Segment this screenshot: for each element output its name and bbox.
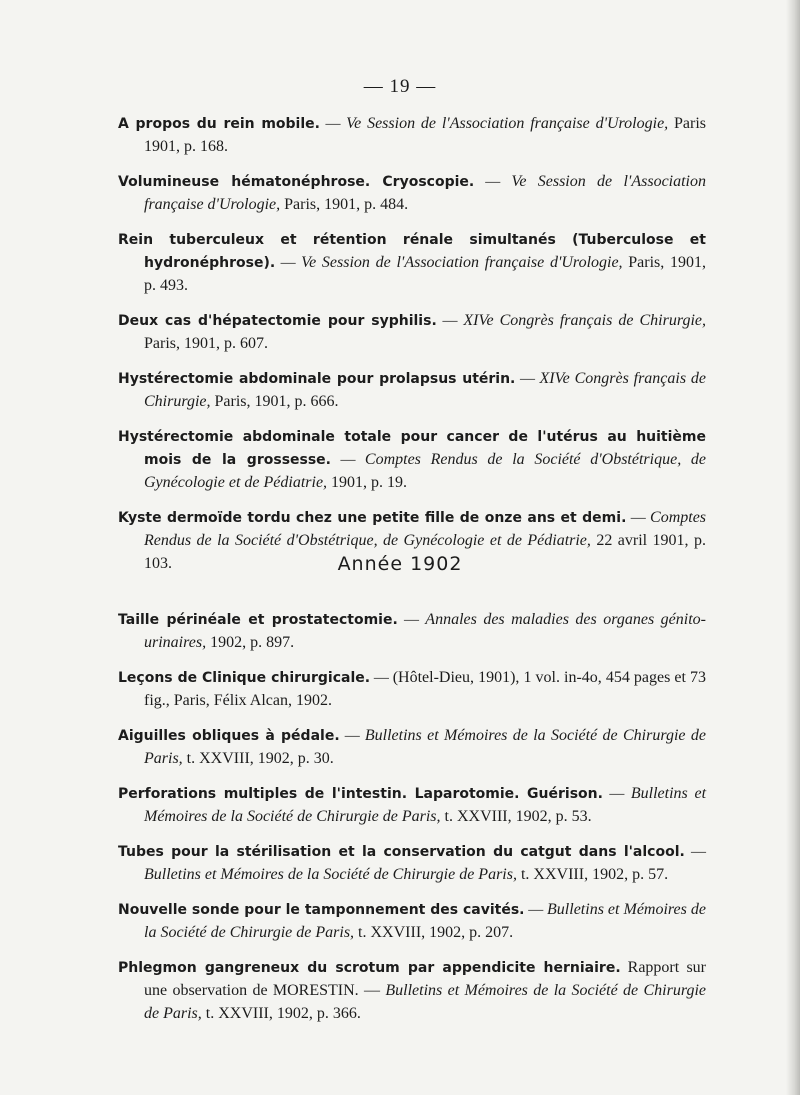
year-heading: Année 1902 xyxy=(337,553,463,575)
entry-title: Nouvelle sonde pour le tamponnement des cavités. xyxy=(118,902,525,918)
entry-dash: — xyxy=(275,255,302,271)
entry-title: Kyste dermoïde tordu chez une petite fille de onze ans et demi. xyxy=(118,510,627,526)
entry-journal: XIVe Congrès français de Chirurgie, xyxy=(144,370,706,410)
entry-journal: Ve Session de l'Association française d'Urologie, xyxy=(144,173,706,213)
entry-title: Phlegmon gangreneux du scrotum par appendicite herniaire. xyxy=(118,960,621,976)
bibliography-entry xyxy=(118,112,706,158)
entry-dash: — xyxy=(602,786,631,802)
entry-publication: Paris 1901, p. 168. xyxy=(144,115,707,155)
entry-journal: Comptes Rendus de la Société d'Obstétrique, de Gynécologie et de Pédiatrie, xyxy=(144,509,707,549)
bibliography-entry xyxy=(118,782,706,828)
entry-publication: 1901, p. 19. xyxy=(327,474,408,491)
entry-dash: — xyxy=(436,313,464,329)
entry-journal: Bulletins et Mémoires de la Société de Chirurgie de Paris, xyxy=(144,866,517,883)
entry-journal: Bulletins et Mémoires de la Société de Chirurgie de Paris, xyxy=(144,785,707,825)
entry-publication: t. XXVIII, 1902, p. 53. xyxy=(440,808,592,825)
bibliography-entry xyxy=(118,666,706,712)
scan-shadow-edge xyxy=(786,0,800,1095)
entry-dash: — xyxy=(319,116,347,132)
entry-journal: Bulletins et Mémoires de la Société de Chirurgie de Paris, xyxy=(144,901,706,941)
bibliography-entry xyxy=(118,898,706,944)
entry-dash: — xyxy=(331,452,365,468)
bibliography-section-1901 xyxy=(118,112,706,587)
entry-publication: t. XXVIII, 1902, p. 57. xyxy=(516,866,669,883)
entry-publication: Paris, 1901, p. 666. xyxy=(210,393,339,410)
entry-journal: Bulletins et Mémoires de la Société de Chirurgie de Paris, xyxy=(144,982,706,1022)
entry-title: Tubes pour la stérilisation et la conservation du catgut dans l'alcool. xyxy=(118,844,685,860)
bibliography-entry xyxy=(118,425,706,494)
entry-publication: t. XXVIII, 1902, p. 207. xyxy=(354,924,514,941)
entry-journal: Bulletins et Mémoires de la Société de Chirurgie de Paris, xyxy=(144,727,706,767)
entry-journal: XIVe Congrès français de Chirurgie, xyxy=(463,312,706,329)
entry-dash xyxy=(621,960,628,976)
entry-dash: — xyxy=(474,174,512,190)
entry-title: Aiguilles obliques à pédale. xyxy=(118,728,340,744)
bibliography-entry xyxy=(118,956,706,1025)
bibliography-section-1902 xyxy=(118,608,706,1037)
entry-publication: Paris, 1901, p. 493. xyxy=(144,254,706,294)
entry-dash: — xyxy=(524,902,548,918)
entry-journal: Annales des maladies des organes génito-urinaires, xyxy=(144,611,706,651)
entry-title: Rein tuberculeux et rétention rénale simultanés (Tuberculose et hydronéphrose). xyxy=(118,232,706,271)
bibliography-entry xyxy=(118,228,706,297)
entry-dash: — xyxy=(684,844,707,860)
entry-dash: — xyxy=(626,510,651,526)
entry-title: Leçons de Clinique chirurgicale. xyxy=(118,670,371,686)
entry-title: Hystérectomie abdominale pour prolapsus utérin. xyxy=(118,371,516,387)
entry-dash: — xyxy=(339,728,365,744)
entry-journal: Comptes Rendus de la Société d'Obstétrique, de Gynécologie et de Pédiatrie, xyxy=(144,451,706,491)
entry-title: Volumineuse hématonéphrose. Cryoscopie. xyxy=(118,174,475,190)
entry-publication: 22 avril 1901, p. 103. xyxy=(144,532,707,572)
entry-title: Perforations multiples de l'intestin. Laparotomie. Guérison. xyxy=(118,786,603,802)
entry-title: Deux cas d'hépatectomie pour syphilis. xyxy=(118,313,437,329)
bibliography-entry xyxy=(118,608,706,654)
entry-dash: — xyxy=(397,612,426,628)
entry-title: Hystérectomie abdominale totale pour cancer de l'utérus au huitième mois de la grossesse. xyxy=(118,429,706,468)
bibliography-entry xyxy=(118,170,706,216)
entry-publication: 1902, p. 897. xyxy=(206,634,295,651)
entry-title: Taille périnéale et prostatectomie. xyxy=(118,612,398,628)
entry-publication: Paris, 1901, p. 607. xyxy=(144,335,268,352)
entry-publication: (Hôtel-Dieu, 1901), 1 vol. in-4o, 454 pages et 73 fig., Paris, Félix Alcan, 1902. xyxy=(144,669,707,709)
page-number: — 19 — xyxy=(363,76,437,97)
bibliography-entry xyxy=(118,309,706,355)
bibliography-entry xyxy=(118,724,706,770)
entry-dash: — xyxy=(515,371,540,387)
entry-dash: — xyxy=(370,670,393,686)
entry-title: A propos du rein mobile. xyxy=(118,116,320,132)
entry-journal: Ve Session de l'Association française d'Urologie, xyxy=(346,115,669,132)
entry-publication: Rapport sur une observation de MORESTIN. — xyxy=(144,959,706,999)
entry-publication: t. XXVIII, 1902, p. 30. xyxy=(182,750,334,767)
entry-publication: t. XXVIII, 1902, p. 366. xyxy=(201,1005,361,1022)
bibliography-entry xyxy=(118,840,706,886)
entry-publication: Paris, 1901, p. 484. xyxy=(280,196,409,213)
entry-journal: Ve Session de l'Association française d'Urologie, xyxy=(301,254,623,271)
bibliography-entry xyxy=(118,367,706,413)
